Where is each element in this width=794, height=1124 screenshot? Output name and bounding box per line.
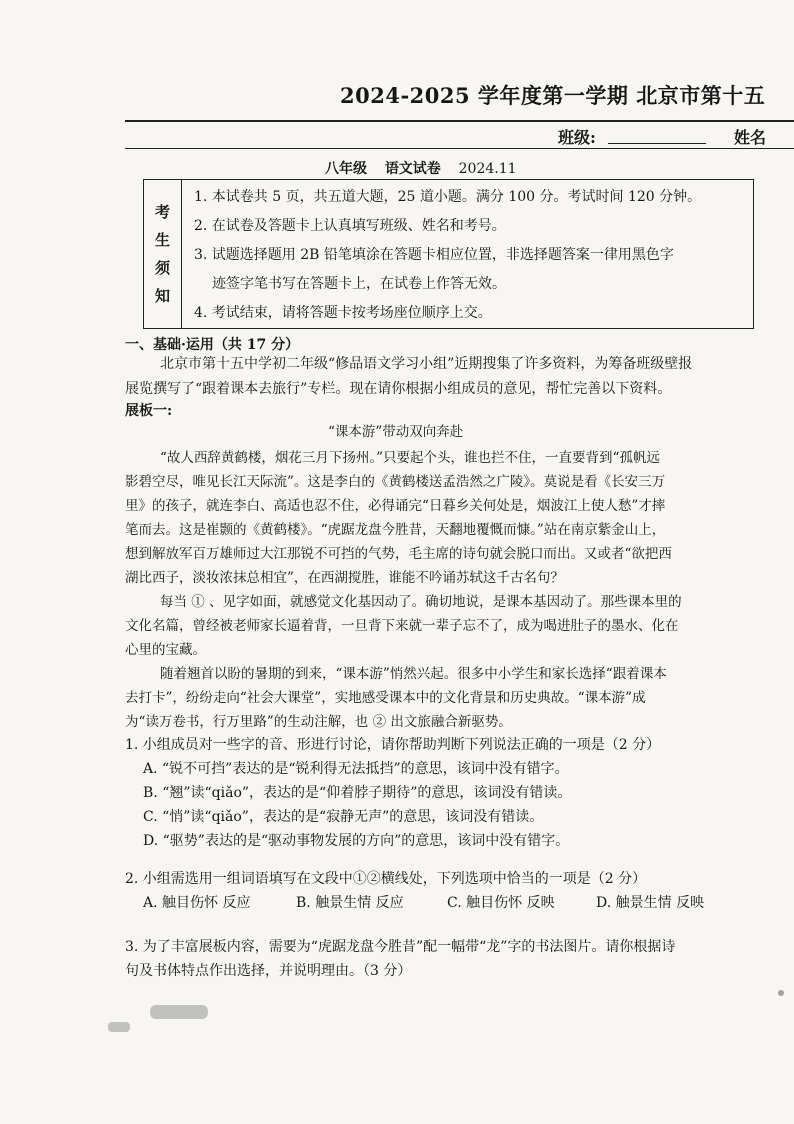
grade-label: 八年级 [325, 161, 367, 177]
question-1-stem: 1. 小组成员对一些字的音、形进行讨论，请你帮助判断下列说法正确的一项是（2 分） [125, 737, 661, 753]
article-line: 为“读万卷书，行万里路”的生动注解，也 ② 出文旅融合新驱势。 [125, 714, 512, 730]
scan-smudge [150, 1005, 208, 1019]
article-line: 心里的宝藏。 [125, 642, 206, 658]
article-line: 笔而去。这是崔颢的《黄鹤楼》。“虎踞龙盘今胜昔，天翻地覆慨而慷。”站在南京紫金山上， [125, 522, 666, 538]
header-rule-bottom [125, 148, 794, 149]
notice-line: 迹签字笔书写在答题卡上，在试卷上作答无效。 [212, 276, 506, 292]
question-2-option-b: B. 触景生情 反应 [296, 895, 404, 911]
article-line: 去打卡”，纷纷走向“社会大课堂”，实地感受课本中的文化背景和历史典故。“课本游”成 [125, 690, 646, 706]
question-2-option-a: A. 触目伤怀 反应 [143, 895, 251, 911]
article-line: 里》的孩子，就连李白、高适也忍不住，必得诵完“日暮乡关何处是，烟波江上使人愁”才摔 [125, 498, 666, 514]
article-line: 随着翘首以盼的暑期的到来，“课本游”悄然兴起。很多中小学生和家长选择“跟着课本 [160, 666, 667, 682]
question-1-option-b: B. “翘”读“qiǎo”，表达的是“仰着脖子期待”的意思，该词没有错读。 [143, 785, 572, 801]
paper-label: 语文试卷 [384, 161, 441, 177]
article-line: 文化名篇，曾经被老师家长逼着背，一旦背下来就一辈子忘不了，成为喝进肚子的墨水、化在 [125, 618, 679, 634]
class-label: 班级: [558, 128, 596, 147]
intro-line: 展览撰写了“跟着课本去旅行”专栏。现在请你根据小组成员的意见，帮忙完善以下资料。 [125, 381, 672, 397]
question-2-option-d: D. 触景生情 反映 [596, 895, 705, 911]
exam-title: 2024-2025 学年度第一学期 北京市第十五 [340, 83, 766, 108]
exam-date: 2024.11 [458, 161, 517, 177]
article-line: “故人西辞黄鹤楼，烟花三月下扬州。”只要起个头，谁也拦不住，一直要背到“孤帆远 [160, 450, 660, 466]
header-rule-top [125, 120, 794, 122]
notice-line: 4. 考试结束，请将答题卡按考场座位顺序上交。 [194, 305, 492, 321]
scan-dot [778, 990, 784, 996]
question-2-stem: 2. 小组需选用一组词语填写在文段中①②横线处，下列选项中恰当的一项是（2 分） [125, 871, 647, 887]
notice-line: 2. 在试卷及答题卡上认真填写班级、姓名和考号。 [194, 218, 506, 234]
exam-subtitle [325, 158, 517, 178]
question-3-stem: 3. 为了丰富展板内容，需要为“虎踞龙盘今胜昔”配一幅带“龙”字的书法图片。请你根据诗 [125, 939, 676, 955]
notice-line: 1. 本试卷共 5 页，共五道大题，25 道小题。满分 100 分。考试时间 120 分钟。 [194, 189, 702, 205]
question-3-stem: 句及书体特点作出选择，并说明理由。（3 分） [125, 963, 412, 979]
scan-smudge [108, 1022, 130, 1032]
article-line: 影碧空尽，唯见长江天际流”。这是李白的《黄鹤楼送孟浩然之广陵》。莫说是看《长安三万 [125, 474, 666, 490]
exam-notice-box [143, 179, 754, 329]
question-1-option-c: C. “悄”读“qiǎo”，表达的是“寂静无声”的意思，该词没有错读。 [143, 809, 544, 825]
intro-line: 北京市第十五中学初二年级“修品语文学习小组”近期搜集了许多资料，为筹备班级壁报 [160, 356, 693, 372]
notice-label: 考 生 须 知 [144, 180, 182, 328]
question-1-option-d: D. “驱势”表达的是“驱动事物发展的方向”的意思，该词中没有错字。 [143, 833, 570, 849]
question-1-option-a: A. “锐不可挡”表达的是“锐利得无法抵挡”的意思，该词中没有错字。 [143, 761, 569, 777]
article-line: 湖比西子，淡妆浓抹总相宜”，在西湖搅胜，谁能不吟诵苏轼这千古名句？ [125, 570, 564, 586]
article-line: 想到解放军百万雄师过大江那锐不可挡的气势，毛主席的诗句就会脱口而出。又或者“欲把西 [125, 546, 672, 562]
board-label: 展板一: [125, 403, 173, 419]
article-line: 每当 ① 、见字如面，就感觉文化基因动了。确切地说，是课本基因动了。那些课本里的 [160, 594, 682, 610]
name-label: 姓名 [734, 128, 767, 147]
class-blank [608, 143, 706, 144]
question-2-option-c: C. 触目伤怀 反映 [447, 895, 555, 911]
article-title: “课本游”带动双向奔赴 [328, 424, 464, 440]
section-title: 一、基础·运用（共 17 分） [125, 337, 300, 353]
notice-line: 3. 试题选择题用 2B 铅笔填涂在答题卡相应位置，非选择题答案一律用黑色字 [194, 247, 674, 263]
